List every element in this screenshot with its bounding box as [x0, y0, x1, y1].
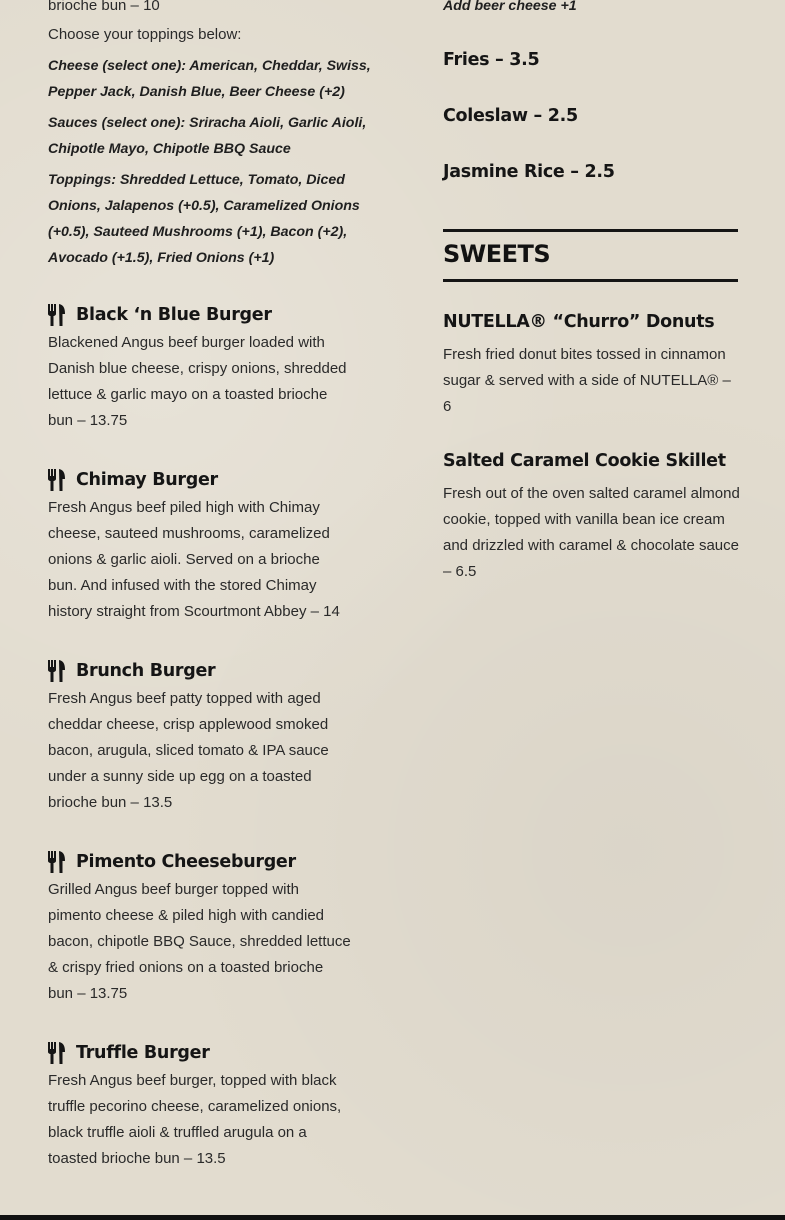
menu-item-desc-line: – 6.5: [443, 563, 477, 580]
topping-options-line: Onions, Jalapenos (+0.5), Caramelized Onions: [48, 198, 360, 214]
topping-options: [48, 167, 358, 271]
menu-item-desc-line: black truffle aioli & truffled arugula on a: [48, 1124, 307, 1141]
menu-item-desc-line: 6: [443, 398, 452, 415]
sauce-options-line: Chipotle Mayo, Chipotle BBQ Sauce: [48, 141, 291, 157]
sauce-options-line: Sauces (select one): Sriracha Aioli, Garlic Aioli,: [48, 115, 367, 131]
menu-item-desc-line: Fresh Angus beef piled high with Chimay: [48, 499, 320, 516]
menu-item: [48, 465, 348, 625]
menu-item-desc-line: Danish blue cheese, crispy onions, shredded: [48, 360, 347, 377]
menu-item-desc-line: cookie, topped with vanilla bean ice cream: [443, 511, 725, 528]
menu-item-desc-line: bun – 13.75: [48, 412, 128, 429]
cheese-options-line: Cheese (select one): American, Cheddar, Swiss,: [48, 58, 371, 74]
menu-item: [48, 656, 348, 816]
menu-item-desc-line: Blackened Angus beef burger loaded with: [48, 334, 325, 351]
fork-knife-icon: [48, 469, 67, 491]
menu-item-name: Brunch Burger: [76, 661, 216, 681]
menu-item-desc-line: & crispy fried onions on a toasted brioche: [48, 959, 324, 976]
cheese-options-line: Pepper Jack, Danish Blue, Beer Cheese (+2): [48, 84, 345, 100]
menu-item-desc-line: toasted brioche bun – 13.5: [48, 1150, 226, 1167]
menu-item-name: Chimay Burger: [76, 470, 218, 490]
menu-item-desc-line: bun – 13.75: [48, 985, 128, 1002]
menu-item-desc-line: pimento cheese & piled high with candied: [48, 907, 325, 924]
footer-bar: [0, 1215, 785, 1220]
choose-toppings-text: Choose your toppings below:: [48, 26, 242, 43]
menu-item-title: [48, 465, 348, 495]
fork-knife-icon: [48, 660, 67, 682]
menu-item-desc-line: Fresh out of the oven salted caramel almond: [443, 485, 740, 502]
menu-item-name: Salted Caramel Cookie Skillet: [443, 451, 726, 471]
menu-item-desc-line: cheddar cheese, crisp applewood smoked: [48, 716, 329, 733]
menu-item-name: Black ‘n Blue Burger: [76, 305, 272, 325]
menu-item-desc-line: bacon, arugula, sliced tomato & IPA sauce: [48, 742, 329, 759]
fork-knife-icon: [48, 851, 67, 873]
menu-item-desc-line: cheese, sauteed mushrooms, caramelized: [48, 525, 330, 542]
fork-knife-icon: [48, 1042, 67, 1064]
menu-item-title: [48, 1038, 348, 1068]
menu-item-desc-line: onions & garlic aioli. Served on a brioche: [48, 551, 320, 568]
menu-item-desc-line: truffle pecorino cheese, caramelized onions,: [48, 1098, 342, 1115]
fork-knife-icon: [48, 304, 67, 326]
menu-item-desc-line: Fresh Angus beef patty topped with aged: [48, 690, 321, 707]
menu-item: [48, 847, 351, 1007]
menu-item-title: [48, 300, 348, 330]
menu-item-desc-line: and drizzled with caramel & chocolate sauce: [443, 537, 739, 554]
side-item: Coleslaw – 2.5: [443, 106, 578, 126]
cut-off-line: Add beer cheese +1: [443, 0, 577, 14]
side-item: Jasmine Rice – 2.5: [443, 162, 615, 182]
sauce-options: [48, 110, 367, 162]
cheese-options: [48, 53, 371, 105]
section-divider-bottom: [443, 279, 738, 282]
menu-item-desc-line: Fresh Angus beef burger, topped with black: [48, 1072, 337, 1089]
section-divider-top: [443, 229, 738, 232]
topping-options-line: (+0.5), Sauteed Mushrooms (+1), Bacon (+2),: [48, 224, 348, 240]
menu-item: [443, 312, 738, 420]
menu-item-title: [48, 847, 348, 877]
menu-item: [48, 1038, 348, 1172]
topping-options-line: Toppings: Shredded Lettuce, Tomato, Diced: [48, 172, 345, 188]
menu-item-name: NUTELLA® “Churro” Donuts: [443, 312, 715, 332]
menu-item-desc-line: bacon, chipotle BBQ Sauce, shredded lettuce: [48, 933, 351, 950]
menu-item-name: Pimento Cheeseburger: [76, 852, 296, 872]
menu-item-name: Truffle Burger: [76, 1043, 210, 1063]
menu-item: [48, 300, 348, 434]
menu-item: [443, 451, 738, 585]
topping-options-line: Avocado (+1.5), Fried Onions (+1): [48, 250, 275, 266]
section-heading-sweets: SWEETS: [443, 240, 551, 268]
side-item: Fries – 3.5: [443, 50, 540, 70]
menu-item-desc-line: bun. And infused with the stored Chimay: [48, 577, 317, 594]
menu-item-desc-line: lettuce & garlic mayo on a toasted brioche: [48, 386, 328, 403]
menu-item-title: [48, 656, 348, 686]
menu-item-desc-line: history straight from Scourtmont Abbey – 14: [48, 603, 340, 620]
menu-item-desc-line: brioche bun – 13.5: [48, 794, 173, 811]
menu-item-desc-line: under a sunny side up egg on a toasted: [48, 768, 312, 785]
menu-item-desc-line: sugar & served with a side of NUTELLA® –: [443, 372, 731, 389]
menu-item-desc-line: Grilled Angus beef burger topped with: [48, 881, 299, 898]
menu-item-desc-line: Fresh fried donut bites tossed in cinnamon: [443, 346, 726, 363]
cut-off-line: brioche bun – 10: [48, 0, 160, 14]
